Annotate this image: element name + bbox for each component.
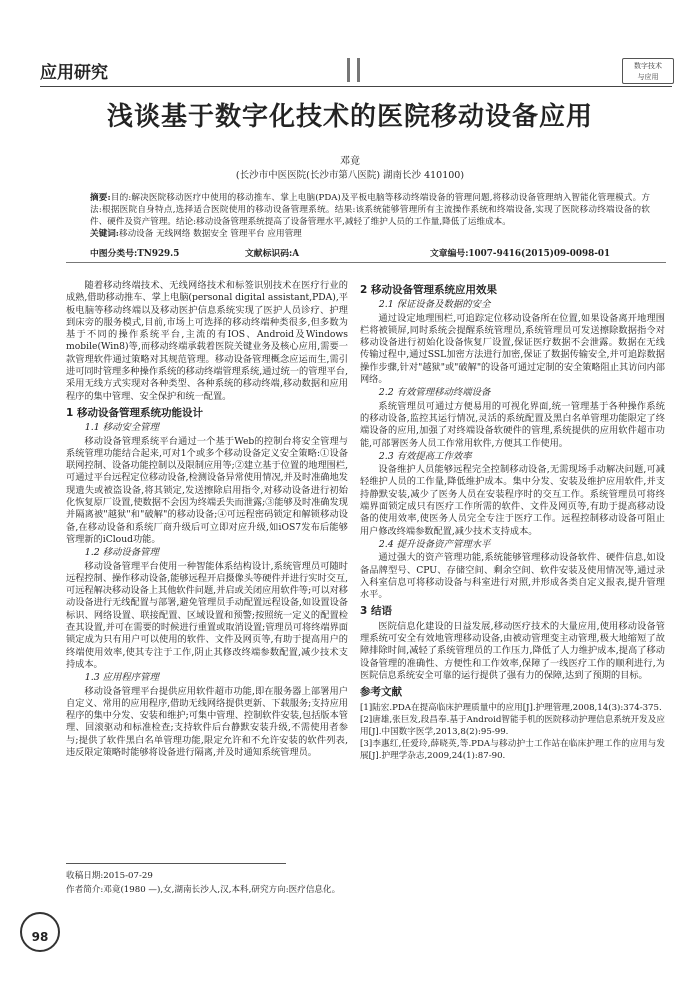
subsection-heading: 2.1 保证设备及数据的安全 bbox=[378, 299, 491, 311]
reference-item: [3]李惠红,任爱玲,薛晓英,等.PDA与移动护士工作站在临床护理工作的应用与发展[J].护理学杂志,2009,24(1):87-90. bbox=[360, 738, 665, 761]
article-number: 文章编号:1007-9416(2015)09-0098-01 bbox=[430, 249, 611, 259]
paragraph: 移动设备管理平台使用一种智能体系结构设计,系统管理员可随时远程控制、操作移动设备,能够远程开启摄像头等硬件并进行实时交互,可远程解决移动设备上其他软件问题,并启或关闭应用软件等;可以对移动设备进行无线配置与部署,避免管理员手动配置远程设备,如设置设备标识、网络设置、联接配置、区域设置和预警;按照统一定义的配置检查其设置,并可在需要的时候进行重置或取消设置;管理员可将终端界面锁定成为只有用户可以使用的软件、文件及网页等,有助于提高用户的终端使用效率,使其专注于工作,阴止其修改终端参数配置,减少技术支持成本。 bbox=[66, 560, 348, 670]
keywords: 移动设备 无线网络 数据安全 管理平台 应用管理 bbox=[118, 229, 302, 239]
logo-text: 与应用 bbox=[637, 73, 659, 81]
subsection-heading: 2.3 有效提高工作效率 bbox=[378, 450, 472, 462]
paragraph: 通过强大的资产管理功能,系统能够管理移动设备软件、硬件信息,如设备品牌型号、CPU、存储空间、剩余空间、软件安装及使用情况等,通过录入科室信息可将移动设备与科室进行对照,并形成各类自定义报表,提升管理水平。 bbox=[360, 552, 665, 601]
right-column bbox=[360, 280, 665, 762]
subsection-heading: 1.2 移动设备管理 bbox=[84, 547, 159, 559]
document-code: 文献标识码:A bbox=[245, 249, 300, 259]
subsection-heading: 2.4 提升设备资产管理水平 bbox=[378, 538, 491, 550]
paragraph: 通过设定地理围栏,可追踪定位移动设备所在位置,如果设备离开地理围栏将被锁屏,同时系统会提醒系统管理员,系统管理员可发送擦除数据指令对移动设备进行初始化设备恢复厂设置,保证医疗数据不会泄露。数据在无线传输过程中,通过SSL加密方法进行加密,保证了数据传输安全,并可追踪数据操作步骤,针对"越狱"或"破解"的设备可通过定制的安全策略阻止其访问内部网络。 bbox=[360, 312, 665, 386]
journal-logo bbox=[622, 58, 674, 84]
references-heading: 参考文献 bbox=[360, 686, 402, 699]
left-column bbox=[66, 280, 348, 759]
reference-item: [2]唐雄,张巨发,段昌奉.基于Android智能手机的医院移动护理信息系统开发及应用[J].中国数字医学,2013,8(2):95-99. bbox=[360, 714, 665, 737]
paragraph: 设备维护人员能够远程完全控制移动设备,无需现场手动解决问题,可减轻维护人员的工作量,降低维护成本。集中分发、安装及维护应用软件,并支持静默安装,减少了医务人员在安装程序时的交互工作。系统管理员可将终端界面锁定成只有医疗工作所需的软件、文件及网页等,有助于提高移动设备的使用效率,使医务人员完全专注于医疗工作。远程控制移动设备可阻止用户修改终端参数配置,减少技术支持成本。 bbox=[360, 464, 665, 537]
article-title: 浅谈基于数字化技术的医院移动设备应用 bbox=[106, 102, 593, 132]
received-date: 收稿日期:2015-07-29 bbox=[66, 871, 153, 881]
logo-text: 数字技术 bbox=[634, 62, 662, 70]
reference-item: [1]陆宏.PDA在提高临床护理质量中的应用[J].护理管理,2008,14(3):374-375. bbox=[360, 702, 662, 713]
paragraph: 随着移动终端技术、无线网络技术和标签识别技术在医疗行业的成熟,借助移动推车、掌上电脑(personal digital assistant,PDA),平板电脑等移动终端以及移动医护信息系统实现了医护人员诊疗、护理到床旁的服务模式,目前,市场上可选择的移动终端种类很多,但多数为基于不同的操作系统平台,主流的有IOS、Android及Windows mobile(Win8)等,而移动终端承载着医院关键业务及核心应用,需要一款管理软件通过策略对其规范管理。移动设备管理概念应运而生,需引进可同时管理多种操作系统的移动终端管理系统,通过统一的管理平台,采用无线方式实现对各种类型、各种系统的移动终端,移动数据和应用程序的集中管理、安全保护和统一配置。 bbox=[66, 280, 348, 402]
clc-number: 中图分类号:TN929.5 bbox=[90, 249, 180, 259]
keywords-label: 关键词: bbox=[90, 229, 119, 239]
section-heading: 1 移动设备管理系统功能设计 bbox=[66, 406, 203, 419]
subsection-heading: 1.1 移动安全管理 bbox=[84, 422, 159, 434]
header-divider-mark bbox=[347, 58, 350, 82]
author-affiliation: (长沙市中医医院(长沙市第八医院) 湖南长沙 410100) bbox=[235, 170, 465, 181]
page-number-badge bbox=[20, 912, 60, 952]
abstract-text: 目的:解决医院移动医疗中使用的移动推车、掌上电脑(PDA)及平板电脑等移动终端设备的管理问题,将移动设备管理纳入智能化管理模式。方法:根据医院自身特点,选择适合医院使用的移动设备管理系统。结果:该系统能够管理所有主流操作系统和终端设备,实现了医院移动终端设备的软件、硬件及资产管理。结论:移动设备管理系统提高了设备管理水平,减轻了维护人员的工作量,降低了运维成本。 bbox=[90, 193, 650, 227]
header-divider-mark bbox=[357, 58, 360, 82]
paragraph: 医院信息化建设的日益发展,移动医疗技术的大量应用,使用移动设备管理系统可安全有效地管理移动设备,由被动管理变主动管理,极大地缩短了故障排除时间,减轻了系统管理员的工作压力,降低了人力维护成本,提高了移动设备管理的准确性、方便性和工作效率,保障了一线医疗工作的顺利进行,为医院信息系统安全可靠的运行提供了强有力的保障,达到了预期的目标。 bbox=[360, 620, 665, 681]
paragraph: 移动设备管理平台提供应用软件超市功能,即在服务器上部署用户自定义、常用的应用程序,借助无线网络提供更新、下载服务;支持应用程序的集中分发、安装和维护;可集中管理、控制软件安装,包括版本管理、回滚驱动和标准检查;支持软件后台静默安装升级,不需使用者参与;提供了软件黑白名单管理功能,限定允许和不允许安装的软件列表,违反限定策略时能够将设备进行隔离,并及时通知系统管理员。 bbox=[66, 685, 348, 758]
header-rule bbox=[40, 86, 672, 87]
section-heading: 2 移动设备管理系统应用效果 bbox=[360, 284, 497, 296]
abstract-rule bbox=[66, 262, 666, 263]
subsection-heading: 1.3 应用程序管理 bbox=[84, 672, 159, 684]
abstract bbox=[90, 192, 650, 240]
section-name: 应用研究 bbox=[40, 63, 108, 83]
paragraph: 系统管理员可通过方便易用的可视化界面,统一管理基于各种操作系统的移动设备,监控其运行情况,灵活的系统配置及黑白名单管理功能限定了终端设备的应用,加强了对终端设备软硬件的管理,系统提供的应用软件超市功能,可部署医务人员工作常用软件,方便其工作使用。 bbox=[360, 400, 665, 449]
abstract-label: 摘要: bbox=[90, 193, 111, 203]
subsection-heading: 2.2 有效管理移动终端设备 bbox=[378, 387, 491, 399]
author-name: 邓竟 bbox=[340, 156, 360, 167]
page-number: 98 bbox=[31, 930, 49, 944]
reference-list bbox=[360, 702, 665, 762]
author-bio: 作者简介:邓竟(1980 —),女,湖南长沙人,汉,本科,研究方向:医疗信息化。 bbox=[66, 885, 341, 895]
paragraph: 移动设备管理系统平台通过一个基于Web的控制台将安全管理与系统管理功能结合起来,可对1个或多个移动设备定义安全策略:①设备联网控制、设备功能控制以及限制应用等;②建立基于位置的地理围栏,可通过平台远程定位移动设备,检测设备异常使用情况,并及时准确地发现遗失或被盗设备,将其锁定,发送擦除启用指令,对移动设备进行初始化恢复原厂设置,使数据不会因为终端丢失而泄露;③能够及时准确发现并隔离被"越狱"和"破解"的移动设备;④可远程密码锁定和解锁移动设备,在移动设备和系统厂商升级后可立即对应升级,如iOS7发布后能够管理新的iCloud功能。 bbox=[66, 435, 348, 545]
journal-header bbox=[22, 52, 672, 82]
section-heading: 3 结语 bbox=[360, 605, 392, 618]
footnote-rule bbox=[66, 863, 286, 864]
